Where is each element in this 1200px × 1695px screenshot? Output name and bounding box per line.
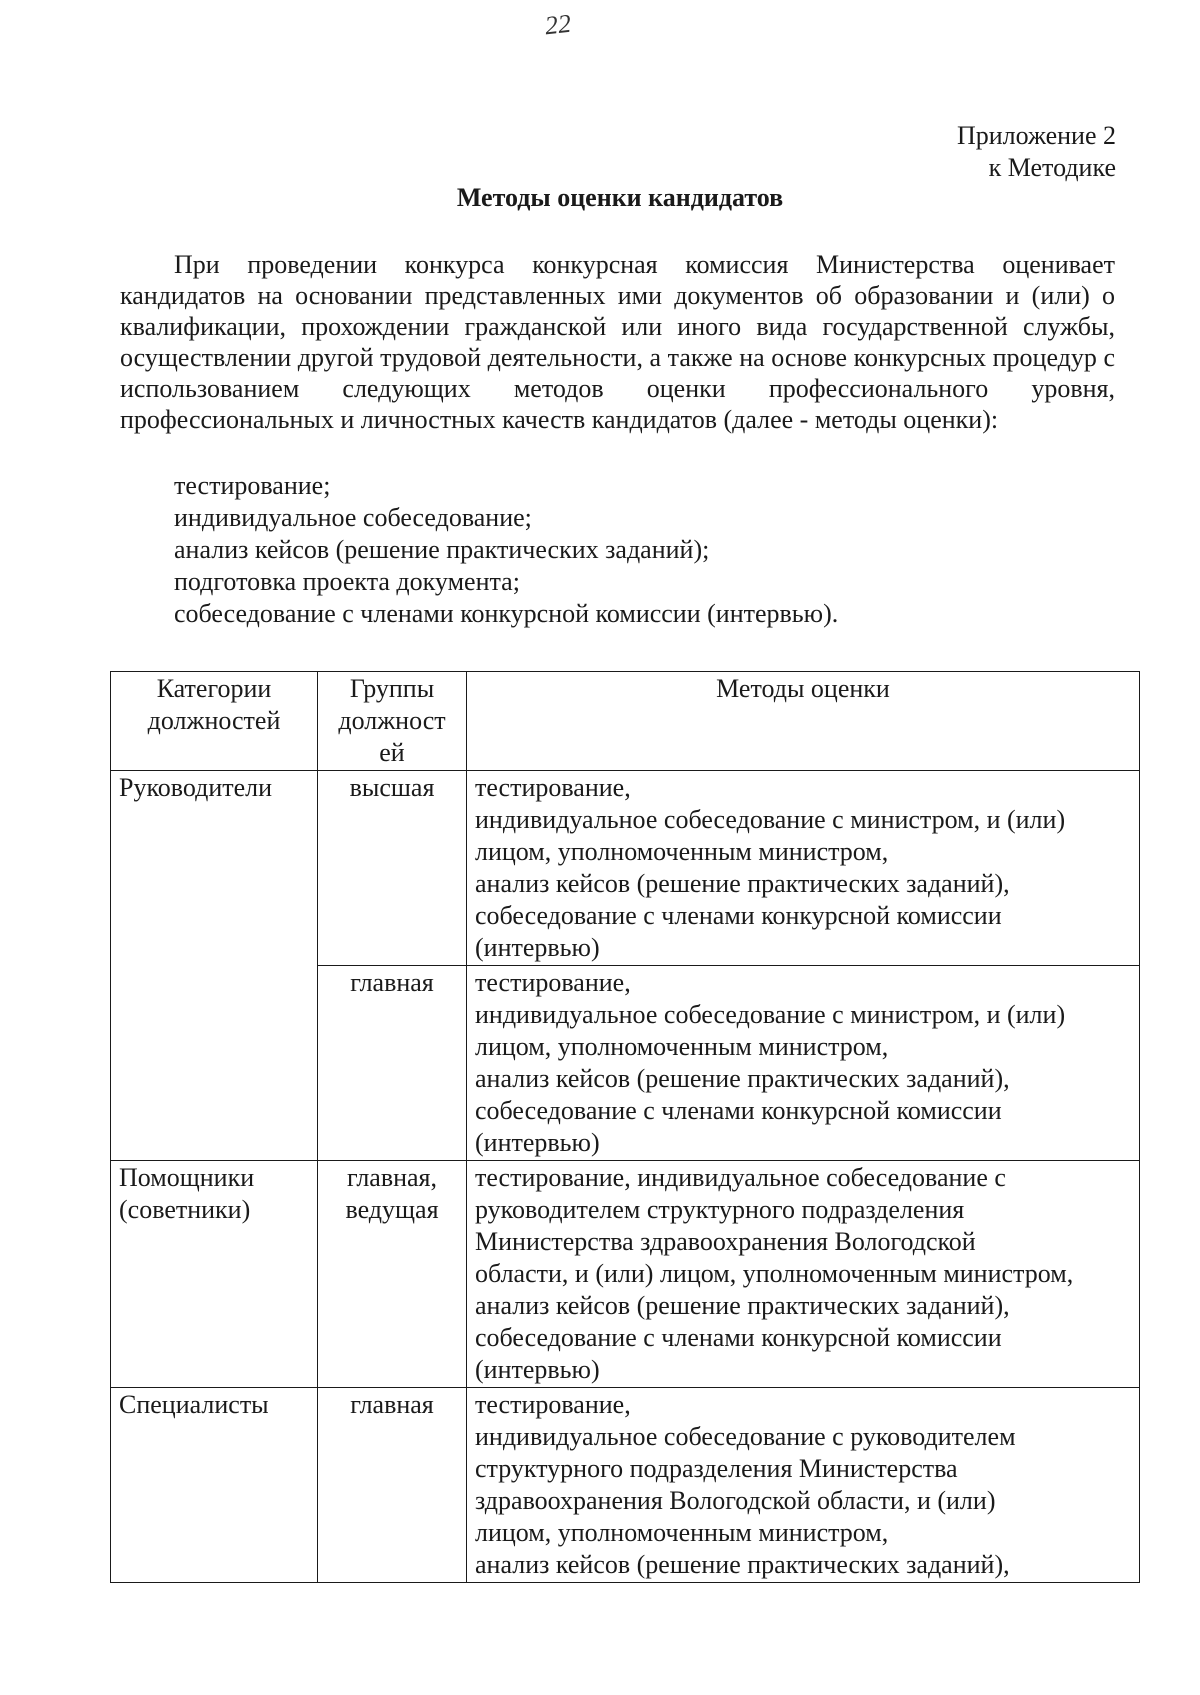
- appendix-line-2: к Методике: [988, 153, 1116, 182]
- method-line: (интервью): [475, 1128, 600, 1157]
- method-line: анализ кейсов (решение практических заданий),: [475, 869, 1010, 898]
- method-line: здравоохранения Вологодской области, и (или): [475, 1486, 996, 1515]
- method-line: тестирование, индивидуальное собеседование с: [475, 1163, 1006, 1192]
- method-line: лицом, уполномоченным министром,: [475, 837, 889, 866]
- method-line: собеседование с членами конкурсной комиссии: [475, 1323, 1002, 1352]
- method-line: (интервью): [475, 933, 600, 962]
- page-number: 22: [543, 8, 573, 41]
- cell-group: главная: [318, 1388, 467, 1583]
- cell-group: высшая: [318, 771, 467, 966]
- table-header-row: [111, 672, 1140, 771]
- cell-methods: [467, 966, 1140, 1161]
- cell-category: Специалисты: [111, 1388, 318, 1583]
- cell-category: [111, 1161, 318, 1388]
- method-line: Министерства здравоохранения Вологодской: [475, 1227, 976, 1256]
- cell-group: [318, 1161, 467, 1388]
- cell-methods: [467, 1161, 1140, 1388]
- method-line: области, и (или) лицом, уполномоченным министром,: [475, 1259, 1074, 1288]
- document-title: Методы оценки кандидатов: [456, 183, 784, 212]
- method-line: анализ кейсов (решение практических заданий),: [475, 1291, 1010, 1320]
- methods-list-item: тестирование;: [174, 471, 331, 500]
- method-line: индивидуальное собеседование с министром, и (или): [475, 805, 1066, 834]
- table-row: [111, 1388, 1140, 1583]
- method-line: собеседование с членами конкурсной комиссии: [475, 901, 1002, 930]
- header-group-line: ей: [379, 738, 405, 767]
- appendix-line-1: Приложение 2: [956, 121, 1116, 150]
- method-line: лицом, уполномоченным министром,: [475, 1032, 889, 1061]
- cell-methods: [467, 1388, 1140, 1583]
- group-line: ведущая: [345, 1195, 439, 1224]
- cell-group: главная: [318, 966, 467, 1161]
- header-category: Категории должностей: [111, 672, 318, 771]
- method-line: индивидуальное собеседование с руководителем: [475, 1422, 1016, 1451]
- appendix-label: [957, 120, 1116, 184]
- table-row: [111, 1161, 1140, 1388]
- methods-list: [174, 470, 838, 630]
- header-group: [318, 672, 467, 771]
- category-line: (советники): [119, 1195, 251, 1224]
- table-row: [111, 771, 1140, 966]
- method-line: анализ кейсов (решение практических заданий),: [475, 1550, 1010, 1579]
- method-line: тестирование,: [475, 1390, 631, 1419]
- method-line: индивидуальное собеседование с министром, и (или): [475, 1000, 1066, 1029]
- methods-list-item: индивидуальное собеседование;: [174, 503, 532, 532]
- header-group-line: Группы: [349, 674, 435, 703]
- method-line: лицом, уполномоченным министром,: [475, 1518, 889, 1547]
- header-group-line: должност: [338, 706, 446, 735]
- group-line: главная,: [346, 1163, 438, 1192]
- method-line: (интервью): [475, 1355, 600, 1384]
- category-line: Помощники: [119, 1163, 255, 1192]
- method-line: тестирование,: [475, 968, 631, 997]
- method-line: структурного подразделения Министерства: [475, 1454, 958, 1483]
- header-methods: Методы оценки: [467, 672, 1140, 771]
- method-line: тестирование,: [475, 773, 631, 802]
- methods-list-item: подготовка проекта документа;: [174, 567, 520, 596]
- methods-list-item: собеседование с членами конкурсной комиссии (интервью).: [174, 599, 839, 628]
- methods-table: [110, 671, 1140, 1583]
- cell-methods: [467, 771, 1140, 966]
- method-line: анализ кейсов (решение практических заданий),: [475, 1064, 1010, 1093]
- method-line: собеседование с членами конкурсной комиссии: [475, 1096, 1002, 1125]
- methods-list-item: анализ кейсов (решение практических заданий);: [174, 535, 710, 564]
- method-line: руководителем структурного подразделения: [475, 1195, 965, 1224]
- cell-category: Руководители: [111, 771, 318, 1161]
- intro-paragraph: При проведении конкурса конкурсная комиссия Министерства оценивает кандидатов на основании представленных ими документов об образовании и (или) о квалификации, прохождении гражданской или иного вида государственной службы, осуществлении другой трудовой деятельности, а также на основе конкурсных процедур с использованием следующих методов оценки профессионального уровня, профессиональных и личностных качеств кандидатов (далее - методы оценки):: [120, 250, 1115, 434]
